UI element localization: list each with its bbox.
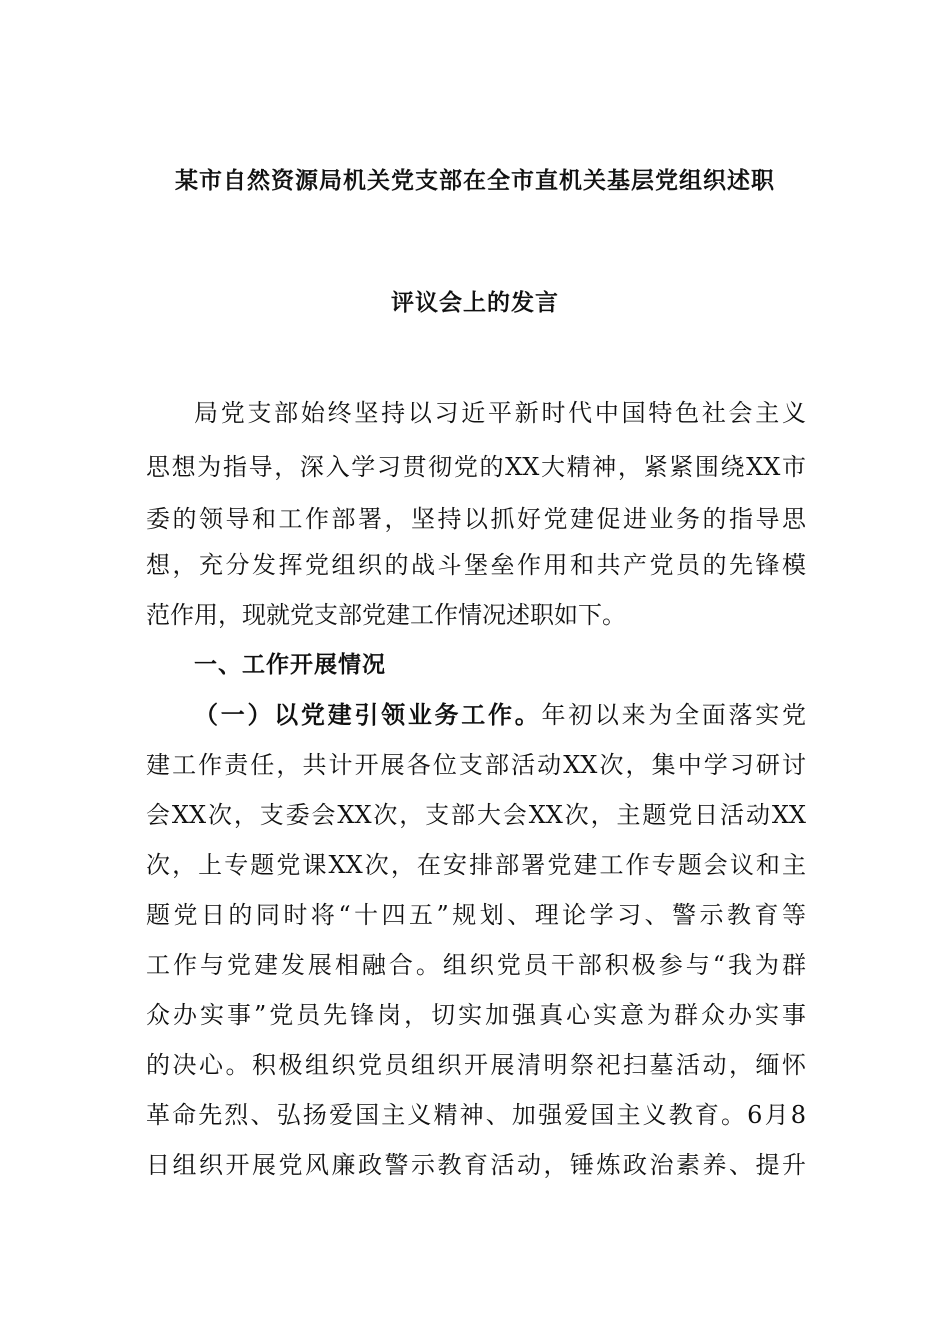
subsection-first-line-text: 年初以来为全面落实党 [541, 701, 807, 729]
document-title-line-2: 评议会上的发言 [391, 290, 559, 316]
body-paragraph-line: 会XX次，支委会XX次，支部大会XX次，主题党日活动XX [146, 801, 806, 829]
intro-paragraph-line: 委的领导和工作部署，坚持以抓好党建促进业务的指导思 [146, 505, 806, 533]
intro-paragraph-line: 思想为指导，深入学习贯彻党的XX大精神，紧紧围绕XX市 [146, 453, 806, 481]
subsection-first-line [194, 698, 806, 732]
body-paragraph-line: 题党日的同时将“十四五”规划、理论学习、警示教育等 [146, 901, 806, 929]
intro-paragraph-line: 想，充分发挥党组织的战斗堡垒作用和共产党员的先锋模 [146, 551, 806, 579]
subsection-heading: （一）以党建引领业务工作。 [194, 701, 542, 729]
body-paragraph-line: 众办实事”党员先锋岗，切实加强真心实意为群众办实事 [146, 1001, 806, 1029]
body-paragraph-line: 革命先烈、弘扬爱国主义精神、加强爱国主义教育。6月8 [146, 1101, 806, 1129]
section-heading: 一、工作开展情况 [194, 652, 386, 678]
body-paragraph-line: 日组织开展党风廉政警示教育活动，锤炼政治素养、提升 [146, 1151, 806, 1179]
intro-paragraph-line: 局党支部始终坚持以习近平新时代中国特色社会主义 [194, 399, 806, 427]
body-paragraph-line: 次，上专题党课XX次，在安排部署党建工作专题会议和主 [146, 851, 806, 879]
document-title-line-1: 某市自然资源局机关党支部在全市直机关基层党组织述职 [175, 168, 775, 194]
body-paragraph-line: 建工作责任，共计开展各位支部活动XX次，集中学习研讨 [146, 751, 806, 779]
body-paragraph-line: 的决心。积极组织党员组织开展清明祭祀扫墓活动，缅怀 [146, 1051, 806, 1079]
body-paragraph-line: 工作与党建发展相融合。组织党员干部积极参与“我为群 [146, 951, 806, 979]
intro-paragraph-line: 范作用，现就党支部党建工作情况述职如下。 [146, 601, 626, 629]
